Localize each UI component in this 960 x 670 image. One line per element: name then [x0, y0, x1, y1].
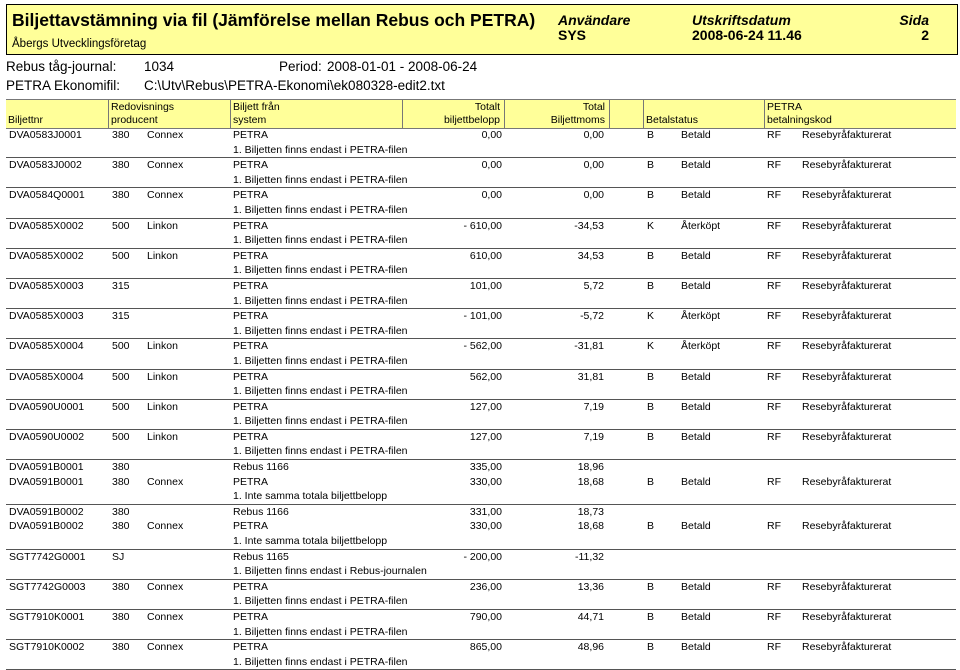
ticket-row — [6, 505, 956, 550]
pay-code-text-cell: Resebyråfakturerat — [802, 520, 892, 533]
producer-name-cell: Connex — [147, 159, 184, 172]
ticket-note: 1. Inte samma totala biljettbelopp — [233, 535, 388, 548]
ticket-data-line — [6, 219, 956, 234]
producer-code-cell: 500 — [112, 219, 130, 232]
total-amount-cell: 335,00 — [469, 461, 502, 474]
ticket-data-line — [6, 128, 956, 143]
system-cell: PETRA — [233, 400, 269, 413]
ticket-data-line — [6, 158, 956, 173]
pay-code-cell: RF — [767, 129, 781, 141]
ticket-row — [6, 460, 956, 505]
total-vat-cell: 13,36 — [577, 580, 604, 593]
system-cell: PETRA — [233, 279, 269, 292]
col-pay-status: Betalstatus — [644, 100, 765, 128]
pay-status-code-cell: B — [647, 430, 655, 443]
ticket-note-line — [6, 564, 956, 579]
journal-label: Rebus tåg-journal: — [6, 59, 117, 74]
pay-code-cell: RF — [767, 249, 781, 262]
pay-status-code-cell: B — [647, 520, 655, 533]
system-cell: Rebus 1166 — [233, 505, 289, 518]
total-vat-cell: 5,72 — [583, 279, 604, 292]
ticket-note: 1. Biljetten finns endast i PETRA-filen — [233, 385, 408, 398]
page-number: 2 — [921, 27, 929, 43]
pay-status-text-cell: Betald — [681, 520, 711, 533]
producer-code-cell: SJ — [112, 550, 125, 563]
ticket-note: 1. Biljetten finns endast i PETRA-filen — [233, 354, 408, 367]
pay-status-code-cell: B — [647, 580, 655, 593]
ticket-data-line — [6, 370, 956, 385]
total-vat-cell: 18,73 — [577, 505, 604, 518]
ticket-data-line — [6, 400, 956, 415]
total-vat-cell: 34,53 — [577, 249, 604, 262]
producer-code-cell: 380 — [112, 641, 130, 654]
ticket-data-line — [6, 519, 956, 534]
ticket-data-line — [6, 188, 956, 203]
petra-file-path: C:\Utv\Rebus\PETRA-Ekonomi\ek080328-edit2.txt — [144, 78, 445, 93]
total-vat-cell: -11,32 — [575, 550, 604, 563]
pay-status-text-cell: Betald — [681, 189, 711, 202]
pay-code-text-cell: Resebyråfakturerat — [802, 400, 892, 413]
total-vat-cell: 0,00 — [583, 189, 604, 202]
ticket-nr-cell: DVA0585X0002 — [9, 219, 84, 232]
producer-name-cell: Connex — [147, 520, 184, 533]
ticket-note: 1. Biljetten finns endast i PETRA-filen — [233, 415, 408, 428]
pay-code-cell: RF — [767, 475, 781, 488]
total-vat-cell: -5,72 — [580, 310, 604, 323]
ticket-data-line — [6, 640, 956, 655]
pay-code-text-cell: Resebyråfakturerat — [802, 641, 892, 654]
producer-code-cell: 380 — [112, 505, 130, 518]
producer-code-cell: 380 — [112, 520, 130, 533]
total-vat-cell: 0,00 — [583, 159, 604, 172]
total-amount-cell: 790,00 — [469, 611, 502, 623]
pay-code-text-cell: Resebyråfakturerat — [802, 340, 892, 353]
ticket-data-line — [6, 279, 956, 294]
ticket-note-line — [6, 534, 956, 549]
pay-status-text-cell: Betald — [681, 400, 711, 413]
producer-code-cell: 500 — [112, 400, 130, 413]
producer-code-cell: 380 — [112, 461, 130, 474]
col-ticket-nr: Biljettnr — [6, 100, 109, 128]
user-value: SYS — [558, 27, 587, 43]
pay-status-code-cell: K — [647, 340, 655, 353]
company-name: Åbergs Utvecklingsföretag — [12, 38, 147, 50]
total-amount-cell: - 200,00 — [463, 550, 502, 563]
ticket-row — [6, 610, 956, 640]
ticket-nr-cell: SGT7910K0001 — [9, 611, 85, 623]
system-cell: PETRA — [233, 580, 269, 593]
total-vat-cell: 18,96 — [577, 461, 604, 474]
producer-code-cell: 380 — [112, 189, 130, 202]
ticket-row — [6, 309, 956, 339]
pay-code-cell: RF — [767, 279, 781, 292]
ticket-nr-cell: DVA0591B0002 — [9, 505, 84, 518]
pay-status-text-cell: Betald — [681, 430, 711, 443]
producer-code-cell: 500 — [112, 370, 130, 383]
ticket-note-line — [6, 655, 956, 670]
pay-code-text-cell: Resebyråfakturerat — [802, 279, 892, 292]
ticket-nr-cell: SGT7742G0001 — [9, 550, 86, 563]
total-amount-cell: 865,00 — [469, 641, 502, 654]
ticket-row — [6, 400, 956, 430]
ticket-note-line — [6, 173, 956, 188]
total-vat-cell: 7,19 — [583, 400, 604, 413]
total-vat-cell: 48,96 — [577, 641, 604, 654]
col-total-vat: Total Biljettmoms — [505, 100, 610, 128]
ticket-note: 1. Biljetten finns endast i PETRA-filen — [233, 595, 408, 608]
page-label: Sida — [899, 12, 929, 28]
producer-code-cell: 500 — [112, 249, 130, 262]
ticket-row — [6, 219, 956, 249]
producer-name-cell: Linkon — [147, 370, 178, 383]
ticket-note-line — [6, 263, 956, 278]
pay-status-code-cell: B — [647, 400, 655, 413]
total-amount-cell: 127,00 — [469, 400, 502, 413]
pay-code-cell: RF — [767, 520, 781, 533]
ticket-nr-cell: SGT7910K0002 — [9, 641, 85, 654]
ticket-note: 1. Biljetten finns endast i PETRA-filen — [233, 203, 408, 216]
pay-code-text-cell: Resebyråfakturerat — [802, 129, 892, 141]
ticket-row — [6, 430, 956, 460]
col-pay-code: PETRA betalningskod — [767, 101, 832, 126]
ticket-note-line — [6, 594, 956, 609]
ticket-note-line — [6, 625, 956, 640]
pay-status-text-cell: Betald — [681, 611, 711, 623]
pay-status-text-cell: Betald — [681, 370, 711, 383]
pay-status-code-cell: B — [647, 641, 655, 654]
ticket-note: 1. Biljetten finns endast i PETRA-filen — [233, 294, 408, 307]
ticket-row — [6, 550, 956, 580]
ticket-data-line — [6, 309, 956, 324]
pay-code-cell: RF — [767, 580, 781, 593]
total-amount-cell: 610,00 — [469, 249, 502, 262]
pay-code-text-cell: Resebyråfakturerat — [802, 310, 892, 323]
pay-code-cell: RF — [767, 189, 781, 202]
ticket-row — [6, 339, 956, 369]
ticket-data-line — [6, 550, 956, 565]
pay-code-text-cell: Resebyråfakturerat — [802, 189, 892, 202]
pay-status-code-cell: B — [647, 370, 655, 383]
total-amount-cell: 562,00 — [469, 370, 502, 383]
ticket-note: 1. Biljetten finns endast i PETRA-filen — [233, 324, 408, 337]
ticket-note: 1. Biljetten finns endast i PETRA-filen — [233, 264, 408, 277]
system-cell: PETRA — [233, 370, 269, 383]
system-cell: PETRA — [233, 310, 269, 323]
ticket-nr-cell: DVA0584Q0001 — [9, 189, 85, 202]
pay-code-cell: RF — [767, 219, 781, 232]
total-vat-cell: 7,19 — [583, 430, 604, 443]
ticket-note: 1. Biljetten finns endast i PETRA-filen — [233, 173, 408, 186]
ticket-nr-cell: DVA0591B0002 — [9, 520, 84, 533]
system-cell: PETRA — [233, 430, 269, 443]
period-value: 2008-01-01 - 2008-06-24 — [327, 59, 478, 74]
total-amount-cell: 0,00 — [481, 159, 502, 172]
system-cell: PETRA — [233, 641, 269, 654]
ticket-note-line — [6, 354, 956, 369]
ticket-nr-cell: DVA0585X0003 — [9, 279, 84, 292]
producer-code-cell: 315 — [112, 279, 130, 292]
ticket-nr-cell: DVA0585X0004 — [9, 340, 84, 353]
ticket-row — [6, 188, 956, 218]
ticket-note-line — [6, 444, 956, 459]
producer-name-cell: Linkon — [147, 249, 178, 262]
user-label: Användare — [558, 12, 631, 28]
total-amount-cell: 330,00 — [469, 520, 502, 533]
pay-status-code-cell: K — [647, 219, 655, 232]
ticket-data-line — [6, 460, 956, 475]
producer-name-cell: Connex — [147, 189, 184, 202]
ticket-data-line — [6, 430, 956, 445]
producer-code-cell: 380 — [112, 129, 130, 141]
ticket-note-line — [6, 384, 956, 399]
ticket-nr-cell: DVA0591B0001 — [9, 475, 84, 488]
pay-status-code-cell: B — [647, 249, 655, 262]
ticket-row — [6, 580, 956, 610]
pay-status-text-cell: Betald — [681, 129, 711, 141]
pay-status-text-cell: Återköpt — [681, 219, 721, 232]
table-header — [6, 99, 956, 129]
producer-name-cell: Linkon — [147, 340, 178, 353]
pay-status-code-cell: B — [647, 189, 655, 202]
pay-status-text-cell: Betald — [681, 641, 711, 654]
pay-code-cell: RF — [767, 310, 781, 323]
pay-code-text-cell: Resebyråfakturerat — [802, 159, 892, 172]
producer-name-cell: Linkon — [147, 430, 178, 443]
total-vat-cell: 18,68 — [577, 475, 604, 488]
ticket-note: 1. Biljetten finns endast i PETRA-filen — [233, 655, 408, 668]
total-amount-cell: 127,00 — [469, 430, 502, 443]
total-amount-cell: 0,00 — [481, 129, 502, 141]
producer-name-cell: Connex — [147, 611, 184, 623]
total-amount-cell: 330,00 — [469, 475, 502, 488]
ticket-data-line — [6, 505, 956, 520]
system-cell: PETRA — [233, 611, 269, 623]
pay-code-cell: RF — [767, 340, 781, 353]
producer-code-cell: 500 — [112, 340, 130, 353]
producer-name-cell: Connex — [147, 129, 184, 141]
report-header — [6, 4, 958, 55]
total-vat-cell: 44,71 — [577, 611, 604, 623]
ticket-note: 1. Biljetten finns endast i PETRA-filen — [233, 625, 408, 638]
pay-code-text-cell: Resebyråfakturerat — [802, 219, 892, 232]
pay-code-cell: RF — [767, 641, 781, 654]
ticket-data-line — [6, 339, 956, 354]
print-date-value: 2008-06-24 11.46 — [692, 27, 802, 43]
total-amount-cell: 236,00 — [469, 580, 502, 593]
total-amount-cell: 0,00 — [481, 189, 502, 202]
pay-code-cell: RF — [767, 430, 781, 443]
ticket-note-line — [6, 294, 956, 309]
system-cell: PETRA — [233, 249, 269, 262]
ticket-row — [6, 370, 956, 400]
ticket-note-line — [6, 203, 956, 218]
ticket-note-line — [6, 324, 956, 339]
pay-status-code-cell: B — [647, 159, 655, 172]
ticket-nr-cell: DVA0583J0001 — [9, 129, 82, 141]
ticket-note: 1. Inte samma totala biljettbelopp — [233, 490, 388, 503]
ticket-note-line — [6, 143, 956, 158]
pay-code-text-cell: Resebyråfakturerat — [802, 611, 892, 623]
pay-code-text-cell: Resebyråfakturerat — [802, 249, 892, 262]
ticket-row — [6, 640, 956, 670]
ticket-note: 1. Biljetten finns endast i PETRA-filen — [233, 234, 408, 247]
producer-code-cell: 315 — [112, 310, 130, 323]
total-vat-cell: 18,68 — [577, 520, 604, 533]
producer-name-cell: Linkon — [147, 400, 178, 413]
ticket-note: 1. Biljetten finns endast i PETRA-filen — [233, 143, 408, 156]
total-vat-cell: -34,53 — [574, 219, 604, 232]
ticket-data-line — [6, 475, 956, 490]
system-cell: PETRA — [233, 475, 269, 488]
ticket-nr-cell: DVA0585X0004 — [9, 370, 84, 383]
producer-code-cell: 380 — [112, 475, 130, 488]
producer-code-cell: 380 — [112, 580, 130, 593]
print-date-label: Utskriftsdatum — [692, 12, 791, 28]
total-amount-cell: - 610,00 — [463, 219, 502, 232]
system-cell: Rebus 1165 — [233, 550, 289, 563]
pay-status-code-cell: K — [647, 310, 655, 323]
pay-status-text-cell: Betald — [681, 475, 711, 488]
ticket-data-line — [6, 580, 956, 595]
ticket-data-line — [6, 249, 956, 264]
pay-code-cell: RF — [767, 611, 781, 623]
pay-status-code-cell: B — [647, 611, 655, 623]
ticket-nr-cell: DVA0585X0003 — [9, 310, 84, 323]
ticket-row — [6, 128, 956, 158]
total-amount-cell: 331,00 — [469, 505, 502, 518]
ticket-note-line — [6, 414, 956, 429]
system-cell: PETRA — [233, 189, 269, 202]
petra-file-label: PETRA Ekonomifil: — [6, 78, 121, 93]
ticket-nr-cell: SGT7742G0003 — [9, 580, 86, 593]
ticket-row — [6, 249, 956, 279]
ticket-nr-cell: DVA0591B0001 — [9, 461, 84, 474]
pay-code-cell: RF — [767, 159, 781, 172]
col-spacer — [610, 100, 644, 128]
pay-code-text-cell: Resebyråfakturerat — [802, 430, 892, 443]
ticket-note: 1. Biljetten finns endast i Rebus-journalen — [233, 565, 427, 578]
report-title: Biljettavstämning via fil (Jämförelse mellan Rebus och PETRA) — [12, 10, 536, 30]
pay-status-text-cell: Betald — [681, 249, 711, 262]
system-cell: PETRA — [233, 129, 269, 141]
pay-code-cell: RF — [767, 370, 781, 383]
ticket-nr-cell: DVA0590U0001 — [9, 400, 85, 413]
system-cell: PETRA — [233, 520, 269, 533]
col-producer: Redovisnings producent — [109, 100, 231, 128]
total-vat-cell: 31,81 — [577, 370, 604, 383]
pay-status-code-cell: B — [647, 129, 655, 141]
ticket-note-line — [6, 233, 956, 248]
total-amount-cell: - 101,00 — [463, 310, 502, 323]
producer-name-cell: Linkon — [147, 219, 178, 232]
pay-status-text-cell: Betald — [681, 159, 711, 172]
ticket-nr-cell: DVA0590U0002 — [9, 430, 85, 443]
system-cell: PETRA — [233, 159, 269, 172]
ticket-nr-cell: DVA0583J0002 — [9, 159, 82, 172]
ticket-note: 1. Biljetten finns endast i PETRA-filen — [233, 445, 408, 458]
pay-code-cell: RF — [767, 400, 781, 413]
pay-code-text-cell: Resebyråfakturerat — [802, 475, 892, 488]
ticket-note-line — [6, 489, 956, 504]
pay-status-text-cell: Återköpt — [681, 340, 721, 353]
ticket-data-line — [6, 610, 956, 625]
producer-name-cell: Connex — [147, 580, 184, 593]
pay-status-text-cell: Återköpt — [681, 310, 721, 323]
ticket-nr-cell: DVA0585X0002 — [9, 249, 84, 262]
system-cell: PETRA — [233, 219, 269, 232]
system-cell: Rebus 1166 — [233, 461, 289, 474]
pay-code-text-cell: Resebyråfakturerat — [802, 370, 892, 383]
producer-name-cell: Connex — [147, 475, 184, 488]
total-amount-cell: 101,00 — [469, 279, 502, 292]
system-cell: PETRA — [233, 340, 269, 353]
producer-name-cell: Connex — [147, 641, 184, 654]
pay-code-text-cell: Resebyråfakturerat — [802, 580, 892, 593]
producer-code-cell: 500 — [112, 430, 130, 443]
pay-status-code-cell: B — [647, 475, 655, 488]
total-vat-cell: 0,00 — [583, 129, 604, 141]
period-label: Period: — [279, 59, 322, 74]
col-total-amount: Totalt biljettbelopp — [403, 100, 505, 128]
col-system: Biljett från system — [231, 100, 403, 128]
pay-status-text-cell: Betald — [681, 580, 711, 593]
total-vat-cell: -31,81 — [574, 340, 604, 353]
ticket-table-body — [6, 128, 956, 670]
pay-status-text-cell: Betald — [681, 279, 711, 292]
ticket-row — [6, 279, 956, 309]
ticket-row — [6, 158, 956, 188]
total-amount-cell: - 562,00 — [463, 340, 502, 353]
pay-status-code-cell: B — [647, 279, 655, 292]
journal-value: 1034 — [144, 59, 175, 74]
producer-code-cell: 380 — [112, 611, 130, 623]
producer-code-cell: 380 — [112, 159, 130, 172]
